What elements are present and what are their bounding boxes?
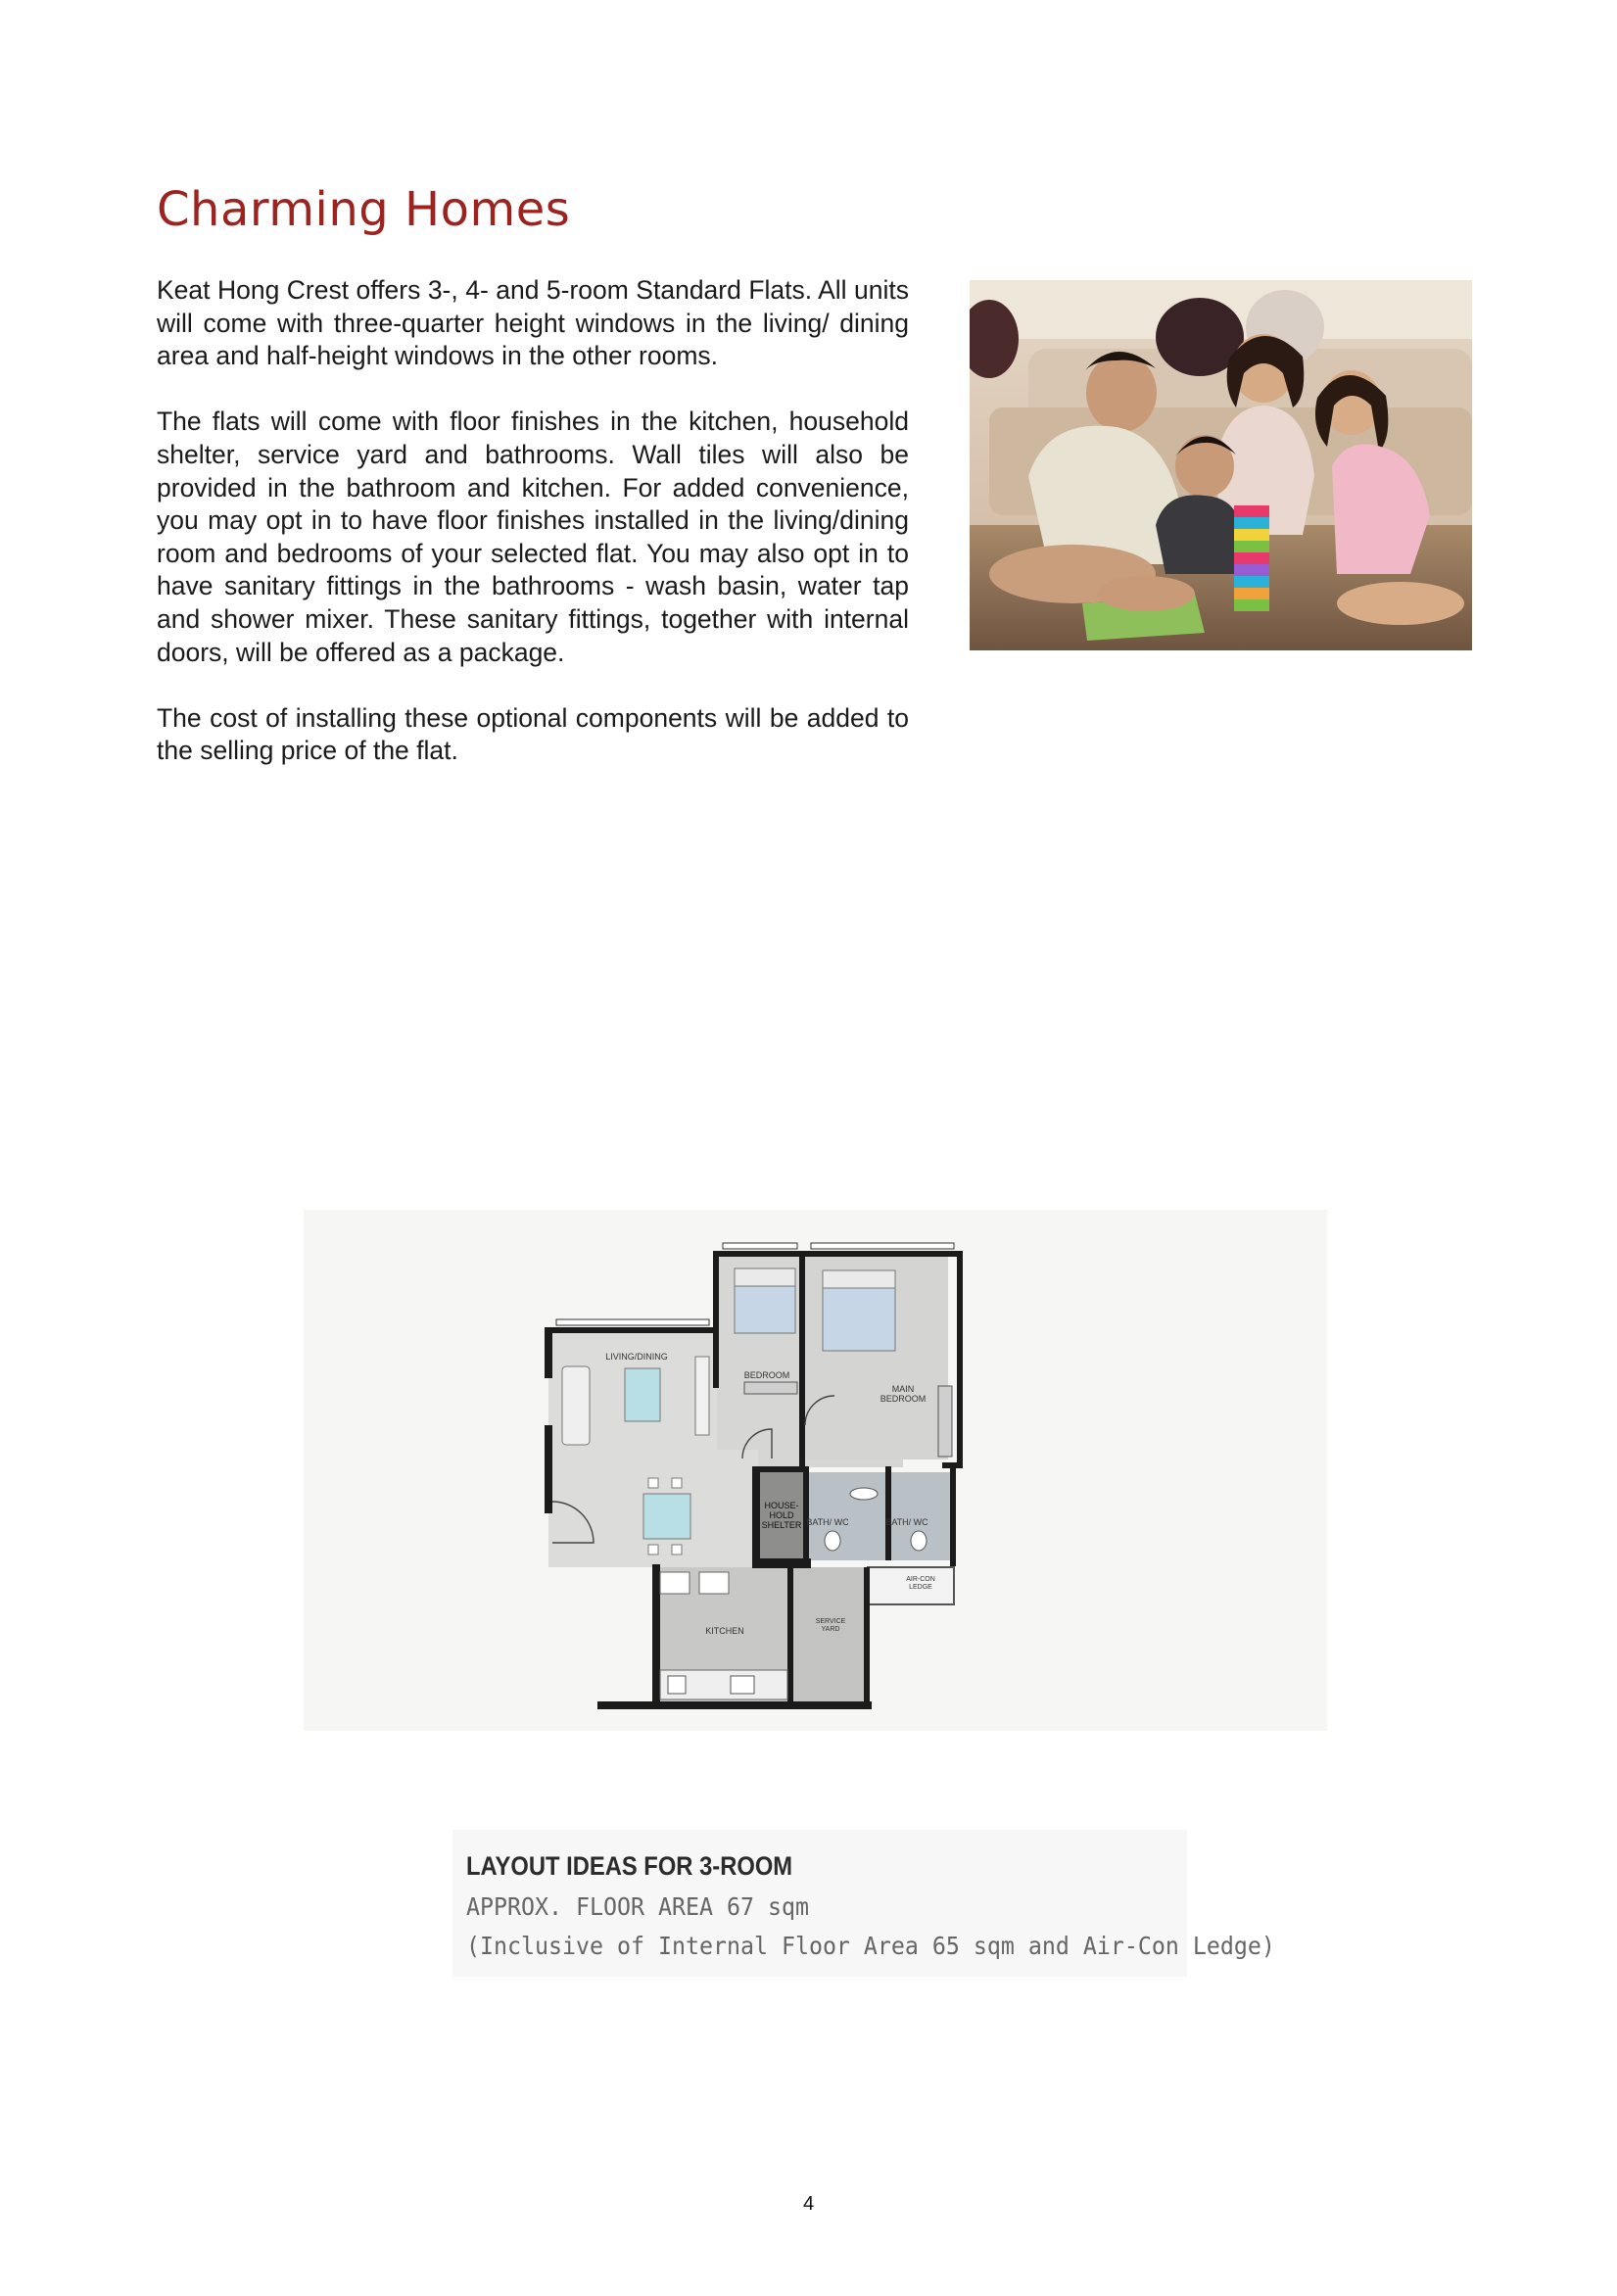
label-kitchen: KITCHEN — [705, 1626, 744, 1636]
paragraph-intro: Keat Hong Crest offers 3-, 4- and 5-room Standard Flats. All units will come with three-quarter height windows in the living/ dining area and half-height windows in the other rooms. — [157, 275, 909, 371]
label-bedroom: BEDROOM — [743, 1370, 790, 1380]
label-aircon-1: AIR-CON — [906, 1576, 935, 1583]
label-aircon-2: LEDGE — [909, 1584, 932, 1591]
page-title: Charming Homes — [157, 182, 571, 237]
family-photo-illustration — [970, 280, 1472, 650]
label-shelter-2: HOLD — [769, 1510, 794, 1520]
floor-plan — [304, 1210, 1327, 1731]
label-living-dining: LIVING/DINING — [605, 1352, 668, 1362]
family-photo — [970, 280, 1472, 650]
label-main-bedroom-2: BEDROOM — [880, 1394, 927, 1404]
label-service-2: YARD — [821, 1626, 840, 1633]
label-bath-1: BATH/ WC — [806, 1517, 849, 1527]
caption-detail: (Inclusive of Internal Floor Area 65 sqm and Air-Con Ledge) — [466, 1932, 1275, 1960]
caption-floor-area: APPROX. FLOOR AREA 67 sqm — [466, 1892, 809, 1921]
label-service-1: SERVICE — [815, 1618, 846, 1625]
paragraph-cost: The cost of installing these optional components will be added to the selling price of the flat. — [157, 702, 909, 766]
floor-plan-drawing — [304, 1210, 1327, 1731]
page-number: 4 — [802, 2193, 815, 2215]
label-shelter-1: HOUSE- — [764, 1501, 799, 1510]
body-text — [157, 274, 909, 801]
label-main-bedroom-1: MAIN — [891, 1384, 915, 1394]
label-shelter-3: SHELTER — [761, 1520, 802, 1530]
paragraph-finishes: The flats will come with floor finishes in the kitchen, household shelter, service yard and bathrooms. Wall tiles will also be provided in the bathroom and kitchen. For added convenience, you may opt in to have floor finishes installed in the living/dining room and bedrooms of your selected flat. You may also opt in to have sanitary fittings in the bathrooms - wash basin, water tap and shower mixer. These sanitary fittings, together with internal doors, will be offered as a package. — [157, 407, 909, 667]
floor-plan-caption — [452, 1830, 1275, 1977]
caption-heading: LAYOUT IDEAS FOR 3-ROOM — [466, 1851, 793, 1881]
label-bath-2: BATH/ WC — [885, 1517, 928, 1527]
